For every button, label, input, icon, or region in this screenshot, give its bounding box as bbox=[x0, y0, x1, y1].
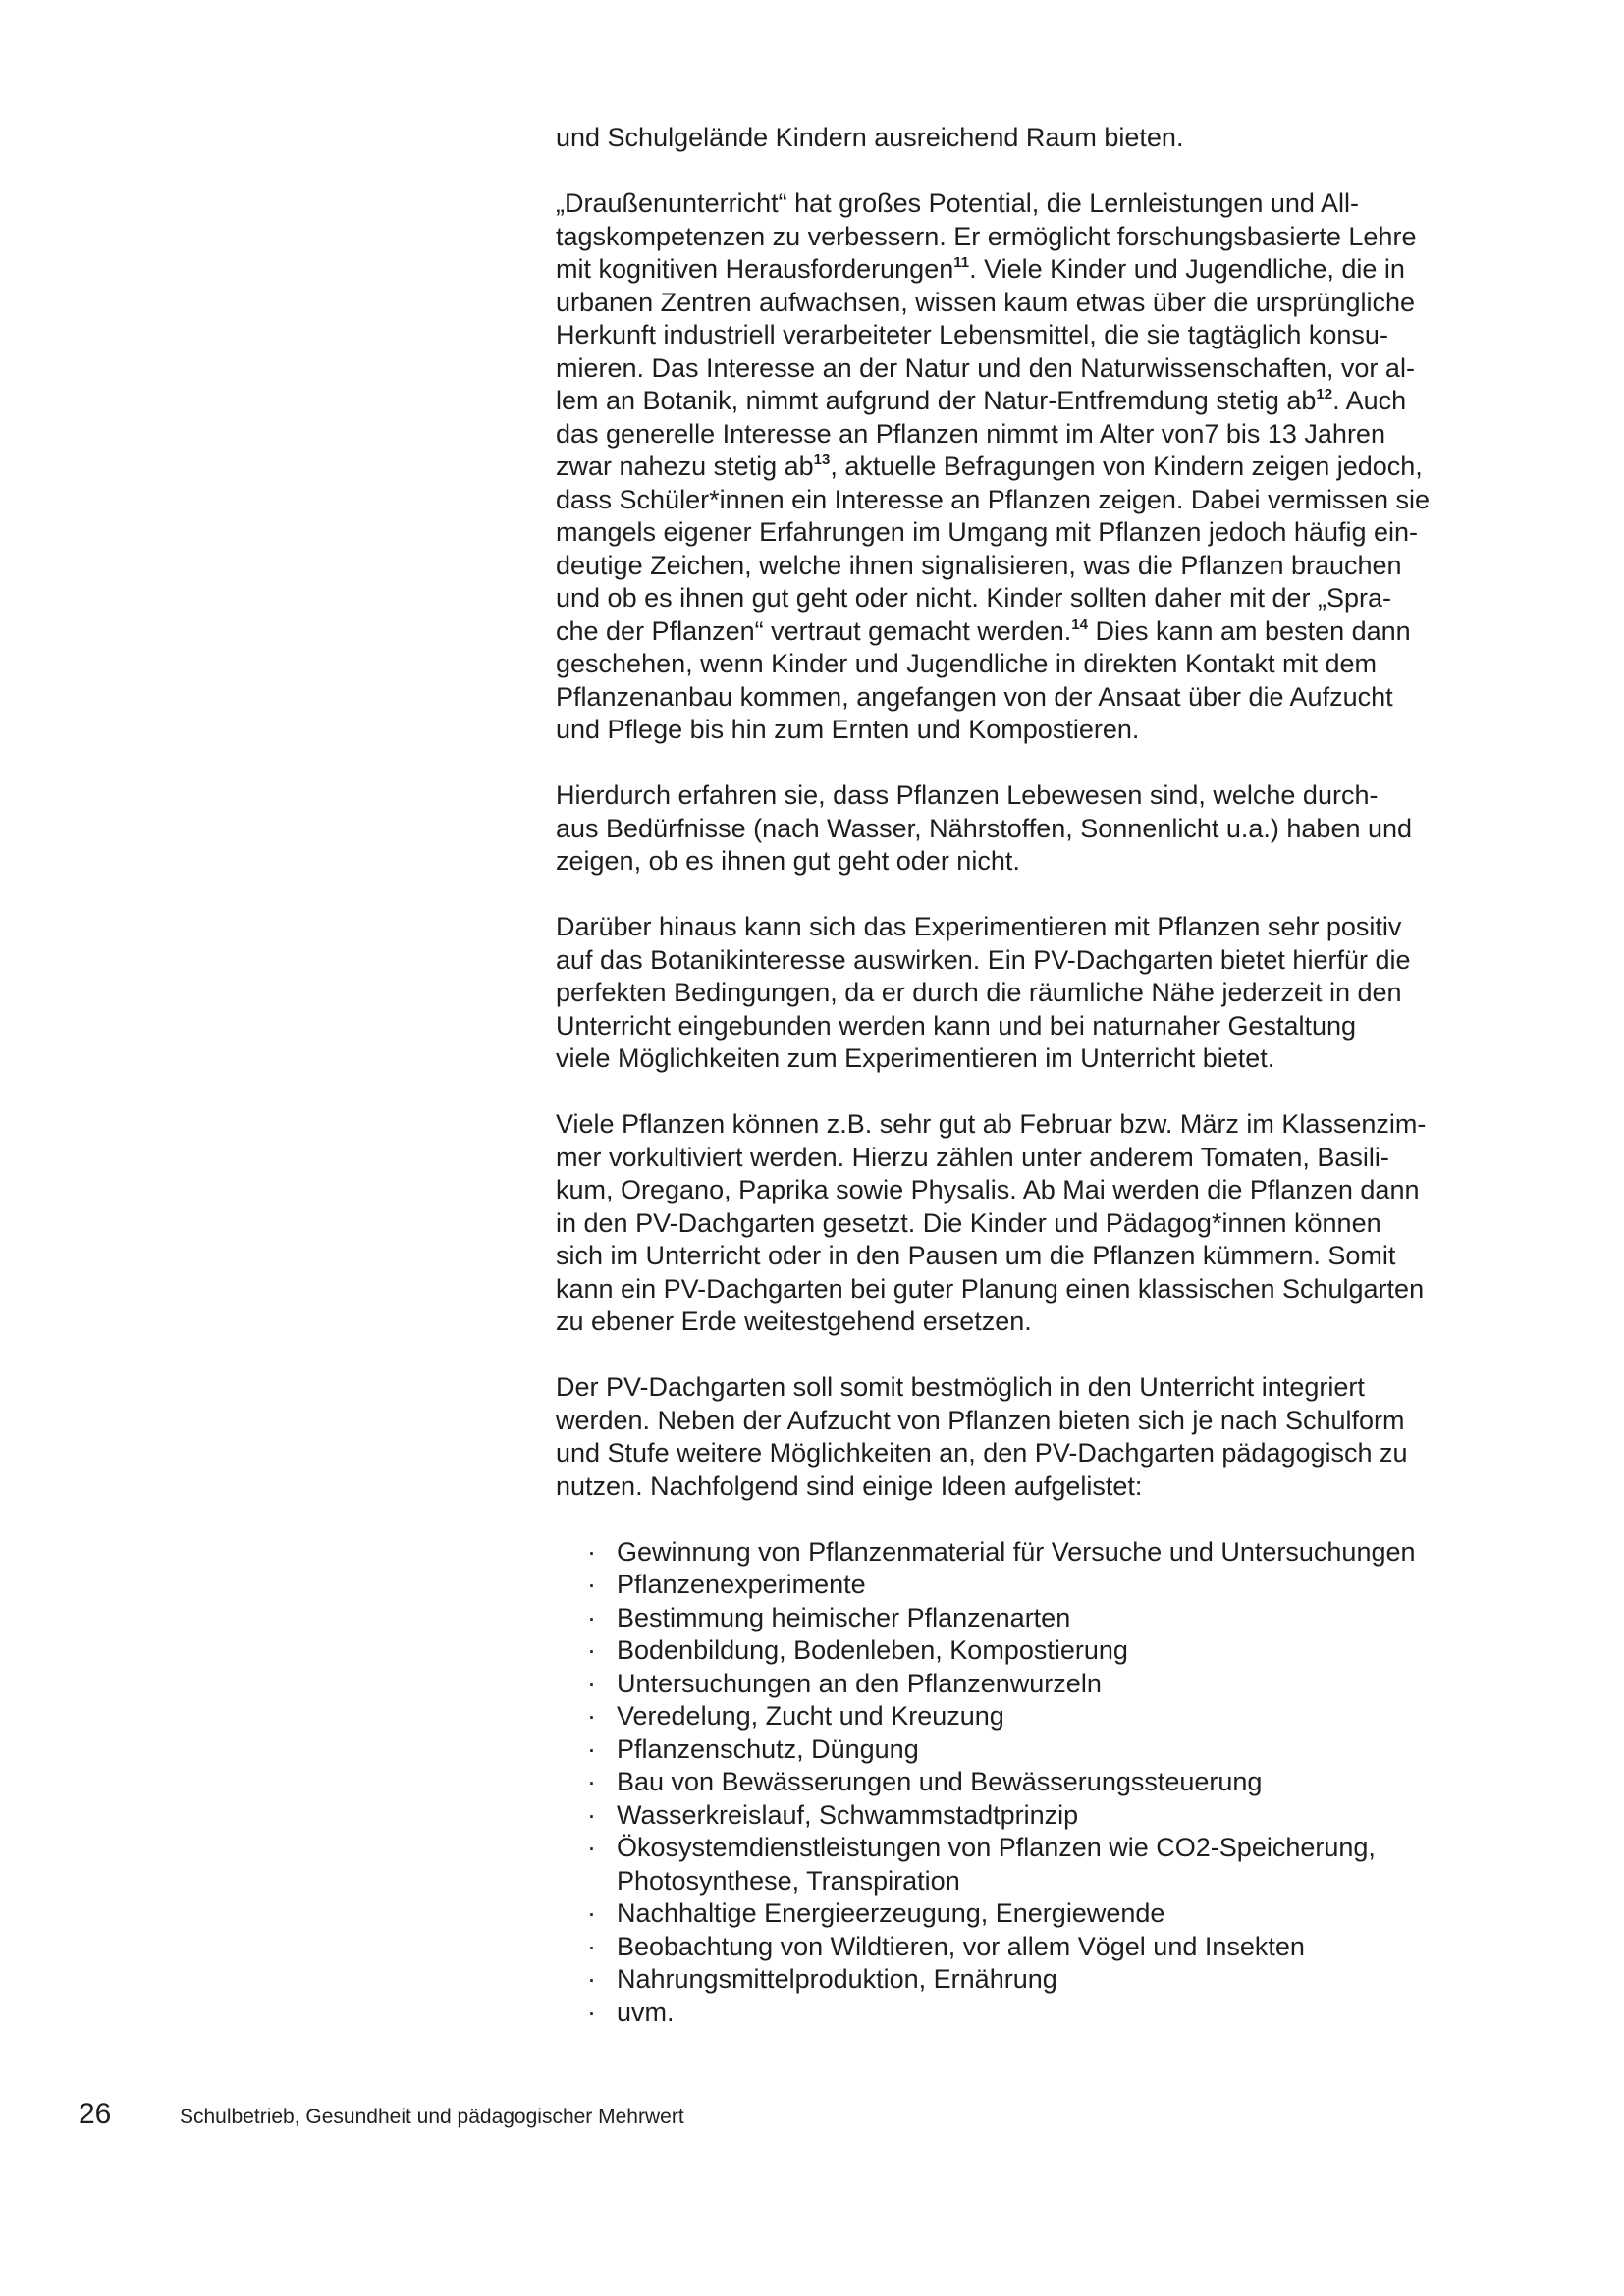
list-item-text: Untersuchungen an den Pflanzenwurzeln bbox=[617, 1668, 1102, 1698]
line-text-after-ref: . Viele Kinder und Jugendliche, die in bbox=[969, 254, 1405, 284]
list-item bbox=[556, 1931, 1479, 1964]
list-item-text: Pflanzenschutz, Düngung bbox=[617, 1734, 919, 1764]
text-line bbox=[556, 1405, 1479, 1438]
footnote-ref[interactable]: 14 bbox=[1071, 615, 1088, 633]
text-line bbox=[556, 550, 1479, 583]
list-item bbox=[556, 1569, 1479, 1602]
line-text: und Pflege bis hin zum Ernten und Kompostieren. bbox=[556, 715, 1140, 744]
line-text: geschehen, wenn Kinder und Jugendliche in direkten Kontakt mit dem bbox=[556, 649, 1378, 678]
list-item bbox=[556, 1700, 1479, 1734]
text-line bbox=[556, 1010, 1479, 1043]
line-text: „Draußenunterricht“ hat großes Potential, die Lernleistungen und All- bbox=[556, 188, 1359, 218]
paragraphs bbox=[556, 122, 1479, 1503]
list-item-text: Pflanzenexperimente bbox=[617, 1570, 866, 1599]
text-line bbox=[556, 615, 1479, 649]
line-text: Hierdurch erfahren sie, dass Pflanzen Lebewesen sind, welche durch- bbox=[556, 780, 1379, 810]
running-footer-title: Schulbetrieb, Gesundheit und pädagogischer Mehrwert bbox=[180, 2106, 684, 2128]
list-item-text: Bestimmung heimischer Pflanzenarten bbox=[617, 1602, 1071, 1632]
text-line bbox=[556, 451, 1479, 484]
list-item bbox=[556, 1766, 1479, 1799]
line-text: und Stufe weitere Möglichkeiten an, den PV-Dachgarten pädagogisch zu bbox=[556, 1438, 1408, 1468]
bullet-icon: · bbox=[587, 1668, 596, 1698]
text-line bbox=[556, 418, 1479, 452]
list-item-text: Gewinnung von Pflanzenmaterial für Versuche und Untersuchungen bbox=[617, 1536, 1416, 1567]
line-text: che der Pflanzen“ vertraut gemacht werden. bbox=[556, 615, 1072, 646]
footnote-ref[interactable]: 12 bbox=[1316, 386, 1333, 402]
paragraph bbox=[556, 122, 1479, 155]
text-line bbox=[556, 582, 1479, 615]
text-line bbox=[556, 319, 1479, 352]
bullet-icon: · bbox=[587, 1734, 596, 1764]
bullet-icon: · bbox=[587, 1833, 596, 1862]
line-text: und Schulgelände Kindern ausreichend Raum bieten. bbox=[556, 123, 1184, 152]
line-text: urbanen Zentren aufwachsen, wissen kaum etwas über die ursprüngliche bbox=[556, 287, 1415, 317]
text-line bbox=[556, 1207, 1479, 1241]
line-text: und ob es ihnen gut geht oder nicht. Kinder sollten daher mit der „Spra- bbox=[556, 583, 1392, 613]
bullet-icon: · bbox=[587, 1964, 596, 1994]
line-text: zeigen, ob es ihnen gut geht oder nicht. bbox=[556, 846, 1020, 876]
line-text: Der PV-Dachgarten soll somit bestmöglich in den Unterricht integriert bbox=[556, 1372, 1365, 1402]
text-line bbox=[556, 714, 1479, 747]
footnote-ref[interactable]: 11 bbox=[953, 254, 970, 271]
line-text: zu ebener Erde weitestgehend ersetzen. bbox=[556, 1307, 1032, 1336]
line-text: Unterricht eingebunden werden kann und bei naturnaher Gestaltung bbox=[556, 1010, 1357, 1041]
list-item-text: Veredelung, Zucht und Kreuzung bbox=[617, 1701, 1004, 1731]
bullet-icon: · bbox=[587, 1570, 596, 1599]
line-text: in den PV-Dachgarten gesetzt. Die Kinder und Pädagog*innen können bbox=[556, 1207, 1381, 1238]
text-line bbox=[556, 122, 1479, 155]
text-line bbox=[556, 1108, 1479, 1142]
text-line bbox=[556, 1306, 1479, 1339]
idea-list bbox=[556, 1536, 1479, 2030]
text-line bbox=[556, 1142, 1479, 1175]
line-text: deutige Zeichen, welche ihnen signalisieren, was die Pflanzen brauchen bbox=[556, 550, 1402, 580]
list-item bbox=[556, 1963, 1479, 1997]
list-item bbox=[556, 1832, 1479, 1897]
list-item bbox=[556, 1897, 1479, 1931]
text-line bbox=[556, 813, 1479, 846]
body-text-column bbox=[556, 122, 1479, 2029]
line-text: Pflanzenanbau kommen, angefangen von der Ansaat über die Aufzucht bbox=[556, 681, 1393, 712]
line-text-after-ref: Dies kann am besten dann bbox=[1087, 615, 1411, 646]
paragraph bbox=[556, 779, 1479, 879]
text-line bbox=[556, 1240, 1479, 1273]
text-line bbox=[556, 944, 1479, 978]
line-text: zwar nahezu stetig ab bbox=[556, 452, 814, 481]
line-text: Herkunft industriell verarbeiteter Lebensmittel, die sie tagtäglich konsu- bbox=[556, 320, 1388, 349]
line-text: nutzen. Nachfolgend sind einige Ideen aufgelistet: bbox=[556, 1470, 1143, 1501]
list-item-text: Beobachtung von Wildtieren, vor allem Vögel und Insekten bbox=[617, 1931, 1305, 1961]
list-item bbox=[556, 1634, 1479, 1668]
list-item bbox=[556, 1997, 1479, 2030]
text-line bbox=[556, 221, 1479, 254]
text-line bbox=[556, 1174, 1479, 1207]
text-line bbox=[556, 484, 1479, 517]
paragraph bbox=[556, 911, 1479, 1076]
text-line bbox=[556, 779, 1479, 813]
list-item-text: Bau von Bewässerungen und Bewässerungssteuerung bbox=[617, 1767, 1263, 1796]
paragraph bbox=[556, 1371, 1479, 1503]
line-text: kum, Oregano, Paprika sowie Physalis. Ab Mai werden die Pflanzen dann bbox=[556, 1175, 1420, 1204]
list-item bbox=[556, 1668, 1479, 1701]
page-number: 26 bbox=[79, 2098, 112, 2130]
line-text: perfekten Bedingungen, da er durch die räumliche Nähe jederzeit in den bbox=[556, 978, 1402, 1007]
line-text: Darüber hinaus kann sich das Experimentieren mit Pflanzen sehr positiv bbox=[556, 912, 1402, 941]
list-item bbox=[556, 1536, 1479, 1570]
text-line bbox=[556, 977, 1479, 1010]
text-line bbox=[556, 845, 1479, 879]
bullet-icon: · bbox=[587, 1799, 596, 1830]
line-text: lem an Botanik, nimmt aufgrund der Natur-Entfremdung stetig ab bbox=[556, 386, 1317, 415]
bullet-icon: · bbox=[587, 1931, 596, 1961]
line-text: kann ein PV-Dachgarten bei guter Planung einen klassischen Schulgarten bbox=[556, 1273, 1425, 1304]
text-line bbox=[556, 648, 1479, 681]
list-item-text: Ökosystemdienstleistungen von Pflanzen wie CO2-Speicherung, bbox=[617, 1833, 1376, 1862]
text-line bbox=[556, 352, 1479, 386]
line-text-after-ref: . Auch bbox=[1332, 386, 1407, 415]
text-line bbox=[556, 187, 1479, 221]
text-line bbox=[556, 1042, 1479, 1076]
line-text: Viele Pflanzen können z.B. sehr gut ab Februar bzw. März im Klassenzim- bbox=[556, 1109, 1427, 1139]
list-item-text: Photosynthese, Transpiration bbox=[617, 1865, 960, 1896]
text-line bbox=[556, 681, 1479, 715]
list-item-text: Nachhaltige Energieerzeugung, Energiewende bbox=[617, 1898, 1165, 1928]
line-text: das generelle Interesse an Pflanzen nimmt im Alter von7 bis 13 Jahren bbox=[556, 418, 1385, 449]
bullet-icon: · bbox=[587, 1767, 596, 1796]
list-item bbox=[556, 1799, 1479, 1833]
bullet-icon: · bbox=[587, 1635, 596, 1665]
list-item bbox=[556, 1602, 1479, 1635]
paragraph bbox=[556, 187, 1479, 747]
text-line bbox=[556, 1273, 1479, 1307]
list-item bbox=[556, 1734, 1479, 1767]
line-text: mangels eigener Erfahrungen im Umgang mit Pflanzen jedoch häufig ein- bbox=[556, 517, 1419, 547]
list-item-text: Nahrungsmittelproduktion, Ernährung bbox=[617, 1964, 1057, 1994]
bullet-icon: · bbox=[587, 1997, 596, 2027]
text-line bbox=[556, 287, 1479, 320]
text-line bbox=[556, 1470, 1479, 1504]
text-line bbox=[556, 1371, 1479, 1405]
line-text: viele Möglichkeiten zum Experimentieren im Unterricht bietet. bbox=[556, 1043, 1275, 1073]
list-item-text: uvm. bbox=[617, 1997, 675, 2027]
text-line bbox=[556, 516, 1479, 550]
line-text: dass Schüler*innen ein Interesse an Pflanzen zeigen. Dabei vermissen sie bbox=[556, 484, 1431, 514]
bullet-icon: · bbox=[587, 1602, 596, 1632]
line-text: mit kognitiven Herausforderungen bbox=[556, 254, 954, 284]
line-text: auf das Botanikinteresse auswirken. Ein PV-Dachgarten bietet hierfür die bbox=[556, 944, 1411, 975]
line-text-after-ref: , aktuelle Befragungen von Kindern zeigen jedoch, bbox=[830, 452, 1423, 481]
text-line bbox=[556, 385, 1479, 418]
line-text: aus Bedürfnisse (nach Wasser, Nährstoffen, Sonnenlicht u.a.) haben und bbox=[556, 813, 1413, 843]
line-text: sich im Unterricht oder in den Pausen um die Pflanzen kümmern. Somit bbox=[556, 1241, 1396, 1270]
bullet-icon: · bbox=[587, 1536, 596, 1567]
line-text: werden. Neben der Aufzucht von Pflanzen bieten sich je nach Schulform bbox=[556, 1405, 1405, 1435]
line-text: mer vorkultiviert werden. Hierzu zählen unter anderem Tomaten, Basili- bbox=[556, 1142, 1389, 1172]
line-text: tagskompetenzen zu verbessern. Er ermöglicht forschungsbasierte Lehre bbox=[556, 221, 1417, 251]
list-item-text: Wasserkreislauf, Schwammstadtprinzip bbox=[617, 1799, 1079, 1830]
list-item-text: Bodenbildung, Bodenleben, Kompostierung bbox=[617, 1635, 1128, 1665]
line-text: mieren. Das Interesse an der Natur und den Naturwissenschaften, vor al- bbox=[556, 352, 1415, 383]
text-line bbox=[556, 253, 1479, 287]
footnote-ref[interactable]: 13 bbox=[813, 452, 831, 468]
text-line bbox=[556, 911, 1479, 944]
text-line bbox=[556, 1437, 1479, 1470]
paragraph bbox=[556, 1108, 1479, 1339]
bullet-icon: · bbox=[587, 1898, 596, 1928]
bullet-icon: · bbox=[587, 1701, 596, 1731]
